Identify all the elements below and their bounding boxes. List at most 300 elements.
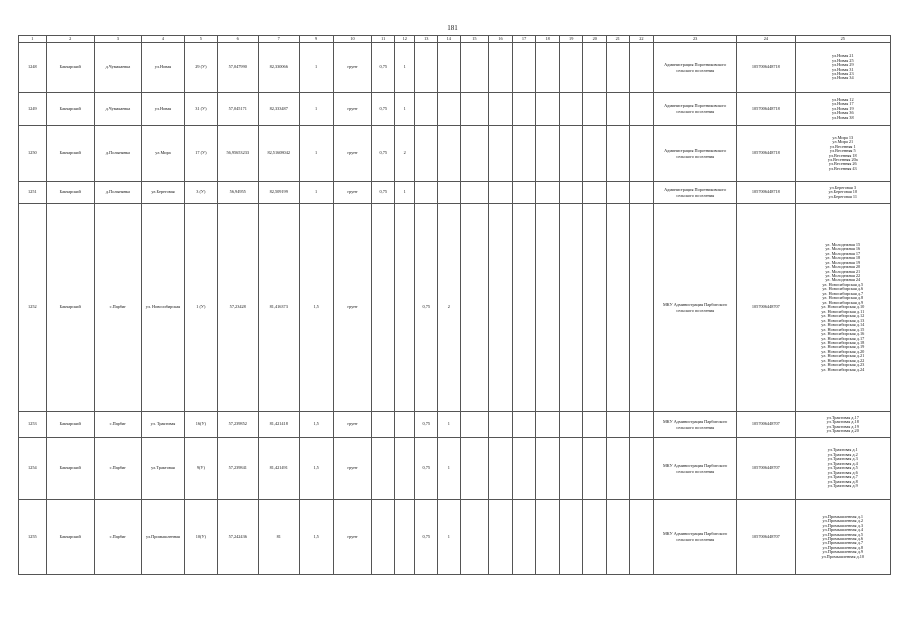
address-line: ул.Трактовая д.17 <box>826 414 859 420</box>
cell-district: Бакчарский <box>46 438 94 500</box>
cell-empty <box>559 182 583 204</box>
cell-c10: грунт <box>333 126 372 182</box>
cell-empty <box>607 412 630 438</box>
cell-empty <box>536 412 560 438</box>
cell-c14 <box>438 126 461 182</box>
cell-street: ул.Мира <box>141 126 184 182</box>
cell-empty <box>583 500 607 575</box>
cell-id: 1251 <box>19 182 47 204</box>
cell-ogrn: 1057006448707 <box>737 412 795 438</box>
cell-id: 1255 <box>19 500 47 575</box>
cell-ogrn: 1057006448707 <box>737 204 795 412</box>
cell-settlement: с.Парбиг <box>94 438 141 500</box>
column-header: 23 <box>654 36 737 43</box>
address-line: ул.Промышленная д.6 <box>822 536 863 541</box>
cell-empty <box>512 438 536 500</box>
cell-empty <box>512 412 536 438</box>
address-line: ул. Молодежная 21 <box>825 268 861 274</box>
cell-settlement: д.Чумакаевка <box>94 93 141 126</box>
address-line: ул. Новосибирская д.15 <box>821 326 865 332</box>
cell-empty <box>536 500 560 575</box>
cell-empty <box>583 204 607 412</box>
table-row <box>19 500 891 575</box>
cell-c14 <box>438 93 461 126</box>
address-line: ул.Промышленная д.1 <box>822 513 863 519</box>
cell-c12: 2 <box>395 126 415 182</box>
cell-empty <box>489 43 513 93</box>
column-header: 16 <box>489 36 513 43</box>
cell-ogrn: 1057006448707 <box>737 438 795 500</box>
cell-empty <box>536 438 560 500</box>
column-header: 1 <box>19 36 47 43</box>
cell-addresses <box>795 204 890 412</box>
address-line: ул.Весенняя 5 <box>829 148 856 154</box>
cell-c10: грунт <box>333 93 372 126</box>
cell-house: 31 (У) <box>184 93 217 126</box>
cell-street: ул.Новая <box>141 43 184 93</box>
cell-empty <box>559 93 583 126</box>
cell-empty <box>489 412 513 438</box>
cell-c13 <box>415 43 438 93</box>
address-line: ул. Новосибирская д.20 <box>821 348 865 354</box>
table-row <box>19 204 891 412</box>
address-line: ул.Трактовая д.7 <box>827 474 858 480</box>
cell-empty <box>512 43 536 93</box>
table-row <box>19 182 891 204</box>
column-header: 6 <box>217 36 258 43</box>
column-header: 12 <box>395 36 415 43</box>
address-line: ул.Новая 34 <box>831 75 854 81</box>
cell-lat: 57,045171 <box>217 93 258 126</box>
cell-c12: 1 <box>395 93 415 126</box>
address-line: ул. Новосибирская д.19 <box>821 344 865 350</box>
cell-district: Бакчарский <box>46 43 94 93</box>
cell-empty <box>489 500 513 575</box>
cell-empty <box>489 438 513 500</box>
cell-c9: 1,5 <box>299 500 333 575</box>
address-line: ул. Новосибирская д.10 <box>821 304 865 310</box>
cell-c11 <box>372 438 395 500</box>
address-line: ул.Трактовая д.18 <box>826 419 859 425</box>
address-line: ул.Трактовая д.8 <box>827 478 858 484</box>
address-line: ул.Трактовая д.9 <box>827 483 858 489</box>
address-line: ул.Трактовая д.4 <box>827 460 858 466</box>
cell-ogrn: 1057006448718 <box>737 43 795 93</box>
cell-empty <box>629 438 654 500</box>
cell-lon: 81,416373 <box>258 204 299 412</box>
cell-street: ул.Новая <box>141 93 184 126</box>
cell-addresses <box>795 182 890 204</box>
address-line: ул.Промышленная д.8 <box>822 544 863 550</box>
address-line: ул. Новосибирская д.23 <box>821 362 865 368</box>
address-line: ул. Молодежная 20 <box>825 264 861 270</box>
cell-lon: 82,509199 <box>258 182 299 204</box>
cell-c10: грунт <box>333 43 372 93</box>
address-line: ул.Новая 25 <box>831 57 854 63</box>
cell-lon: 81,421491 <box>258 438 299 500</box>
cell-street: ул.Береговая <box>141 182 184 204</box>
cell-house: 3 (У) <box>184 182 217 204</box>
cell-c14: 1 <box>438 500 461 575</box>
cell-lat: 56,95653233 <box>217 126 258 182</box>
address-line: ул.Трактовая д.3 <box>827 456 858 462</box>
cell-empty <box>607 93 630 126</box>
cell-addresses <box>795 43 890 93</box>
address-line: ул.Новая 31 <box>831 66 854 72</box>
cell-c10: грунт <box>333 204 372 412</box>
cell-district: Бакчарский <box>46 93 94 126</box>
cell-id: 1248 <box>19 43 47 93</box>
address-line: ул. Новосибирская д.24 <box>821 366 865 372</box>
address-line: ул.Трактовая д.19 <box>826 423 859 429</box>
address-line: ул.Новая 36 <box>831 110 854 116</box>
address-line: ул.Весенняя 43 <box>828 165 857 171</box>
address-line: ул.Новая 23 <box>831 70 854 76</box>
cell-lat: 57,242436 <box>217 500 258 575</box>
address-line: ул.Промышленная д.7 <box>822 540 863 546</box>
cell-empty <box>512 126 536 182</box>
cell-c14 <box>438 43 461 93</box>
cell-empty <box>583 43 607 93</box>
cell-empty <box>559 204 583 412</box>
cell-lat: 57,23428 <box>217 204 258 412</box>
cell-empty <box>559 126 583 182</box>
address-line: ул.Мира 13 <box>832 134 854 140</box>
cell-c14 <box>438 182 461 204</box>
cell-house: 17 (У) <box>184 126 217 182</box>
address-line: ул. Молодежная 19 <box>825 259 861 265</box>
cell-empty <box>512 182 536 204</box>
address-line: ул. Молодежная 15 <box>825 241 861 247</box>
address-line: ул.Береговая 10 <box>828 189 858 195</box>
cell-empty <box>460 126 489 182</box>
cell-empty <box>559 500 583 575</box>
cell-empty <box>536 93 560 126</box>
cell-c11: 0,75 <box>372 43 395 93</box>
address-line: ул. Новосибирская д.22 <box>821 357 865 363</box>
column-header: 14 <box>438 36 461 43</box>
table-row <box>19 438 891 500</box>
address-line: ул.Весенняя 18 <box>828 152 857 158</box>
cell-c11 <box>372 204 395 412</box>
address-line: ул. Новосибирская д.21 <box>821 353 865 359</box>
column-header: 4 <box>141 36 184 43</box>
cell-c9: 1,5 <box>299 204 333 412</box>
cell-c10: грунт <box>333 500 372 575</box>
cell-lat: 57,047990 <box>217 43 258 93</box>
cell-id: 1250 <box>19 126 47 182</box>
address-line: ул. Новосибирская д.6 <box>822 286 864 292</box>
cell-manager: МКУ Администрация Парбигского сельского поселения <box>654 438 737 500</box>
cell-empty <box>583 126 607 182</box>
cell-empty <box>583 93 607 126</box>
cell-district: Бакчарский <box>46 412 94 438</box>
cell-c13: 0,75 <box>415 412 438 438</box>
cell-c11 <box>372 412 395 438</box>
address-line: ул. Новосибирская д.16 <box>821 331 865 337</box>
cell-ogrn: 1057006448707 <box>737 500 795 575</box>
cell-empty <box>629 500 654 575</box>
cell-id: 1252 <box>19 204 47 412</box>
address-line: ул.Промышленная д.2 <box>822 518 863 524</box>
column-header: 10 <box>333 36 372 43</box>
address-line: ул.Промышленная д.3 <box>822 522 863 528</box>
registry-table <box>18 35 891 575</box>
cell-manager: Администрация Поротниковского сельского поселения <box>654 93 737 126</box>
address-line: ул.Новая 21 <box>831 53 854 59</box>
cell-street: ул. Трактовая <box>141 412 184 438</box>
cell-empty <box>583 412 607 438</box>
cell-manager: МКУ Администрация Парбигского сельского поселения <box>654 412 737 438</box>
column-header: 3 <box>94 36 141 43</box>
address-line: ул. Новосибирская д.5 <box>822 281 864 287</box>
cell-settlement: д.Полынянка <box>94 126 141 182</box>
cell-district: Бакчарский <box>46 182 94 204</box>
page-number: 181 <box>447 24 458 32</box>
cell-empty <box>536 204 560 412</box>
address-line: ул.Трактовая д.1 <box>827 447 858 453</box>
cell-c9: 1 <box>299 182 333 204</box>
column-header: 18 <box>536 36 560 43</box>
address-line: ул. Новосибирская д.9 <box>822 299 864 305</box>
cell-district: Бакчарский <box>46 204 94 412</box>
cell-street: ул. Новосибирская <box>141 204 184 412</box>
cell-empty <box>583 438 607 500</box>
cell-c13 <box>415 93 438 126</box>
cell-lon: 82,333487 <box>258 93 299 126</box>
cell-lon: 81 <box>258 500 299 575</box>
cell-empty <box>559 412 583 438</box>
address-line: ул.Трактовая д.20 <box>826 427 859 433</box>
address-line: ул. Новосибирская д.7 <box>822 290 864 296</box>
cell-empty <box>629 412 654 438</box>
cell-empty <box>559 438 583 500</box>
cell-empty <box>460 43 489 93</box>
column-header: 5 <box>184 36 217 43</box>
cell-empty <box>629 126 654 182</box>
address-line: ул.Новая 17 <box>831 101 854 107</box>
address-line: ул. Молодежная 16 <box>825 246 861 252</box>
address-line: ул. Новосибирская д.14 <box>821 322 865 328</box>
cell-empty <box>460 182 489 204</box>
column-header: 9 <box>299 36 333 43</box>
address-line: ул.Трактовая д.5 <box>827 465 858 471</box>
column-header: 2 <box>46 36 94 43</box>
cell-c12 <box>395 500 415 575</box>
cell-c11: 0,75 <box>372 126 395 182</box>
cell-addresses <box>795 412 890 438</box>
column-header: 15 <box>460 36 489 43</box>
cell-empty <box>512 93 536 126</box>
cell-ogrn: 1057006448718 <box>737 93 795 126</box>
cell-empty <box>583 182 607 204</box>
cell-empty <box>460 412 489 438</box>
address-line: ул.Новая 12 <box>831 96 854 102</box>
cell-c14: 2 <box>438 204 461 412</box>
column-header: 11 <box>372 36 395 43</box>
column-header: 7 <box>258 36 299 43</box>
cell-manager: МКУ Администрация Парбигского сельского поселения <box>654 204 737 412</box>
table-row <box>19 93 891 126</box>
cell-addresses <box>795 438 890 500</box>
cell-empty <box>536 182 560 204</box>
cell-empty <box>629 43 654 93</box>
cell-id: 1253 <box>19 412 47 438</box>
column-header: 22 <box>629 36 654 43</box>
address-line: ул.Весенняя 20а <box>827 156 858 162</box>
cell-ogrn: 1057006448718 <box>737 126 795 182</box>
address-line: ул. Молодежная 17 <box>825 250 861 256</box>
cell-addresses <box>795 500 890 575</box>
cell-c14: 1 <box>438 412 461 438</box>
address-line: ул. Новосибирская д.12 <box>821 313 865 319</box>
cell-settlement: д.Полынянка <box>94 182 141 204</box>
address-line: ул.Мира 21 <box>832 139 854 145</box>
cell-empty <box>607 126 630 182</box>
cell-settlement: с.Парбиг <box>94 500 141 575</box>
cell-lat: 57,239852 <box>217 412 258 438</box>
cell-empty <box>489 126 513 182</box>
cell-manager: Администрация Поротниковского сельского поселения <box>654 182 737 204</box>
cell-id: 1254 <box>19 438 47 500</box>
header-row <box>19 36 891 43</box>
cell-house: 10(У) <box>184 500 217 575</box>
cell-empty <box>607 43 630 93</box>
cell-c13: 0,75 <box>415 438 438 500</box>
address-line: ул. Новосибирская д.18 <box>821 340 865 346</box>
column-header: 19 <box>559 36 583 43</box>
cell-empty <box>629 93 654 126</box>
cell-lon: 81,421418 <box>258 412 299 438</box>
cell-lon: 82,330066 <box>258 43 299 93</box>
cell-empty <box>607 500 630 575</box>
address-line: ул.Промышленная д.10 <box>821 553 865 559</box>
address-line: ул.Новая 29 <box>831 62 854 68</box>
cell-house: 1 (У) <box>184 204 217 412</box>
cell-addresses <box>795 126 890 182</box>
cell-empty <box>559 43 583 93</box>
cell-empty <box>460 93 489 126</box>
cell-lat: 56,94955 <box>217 182 258 204</box>
address-line: ул.Весенняя 1 <box>829 143 856 149</box>
cell-c9: 1,5 <box>299 438 333 500</box>
table-row <box>19 412 891 438</box>
cell-empty <box>460 438 489 500</box>
cell-empty <box>607 204 630 412</box>
cell-manager: Администрация Поротниковского сельского поселения <box>654 126 737 182</box>
address-line: ул. Новосибирская д.11 <box>821 308 865 314</box>
cell-empty <box>607 438 630 500</box>
cell-c13 <box>415 182 438 204</box>
address-line: ул. Молодежная 22 <box>825 272 861 278</box>
cell-c11: 0,75 <box>372 93 395 126</box>
address-line: ул.Новая 19 <box>831 105 854 111</box>
cell-c10: грунт <box>333 182 372 204</box>
cell-manager: Администрация Поротниковского сельского поселения <box>654 43 737 93</box>
cell-ogrn: 1057006448718 <box>737 182 795 204</box>
column-header: 24 <box>737 36 795 43</box>
cell-empty <box>460 204 489 412</box>
address-line: ул.Трактовая д.2 <box>827 451 858 457</box>
cell-empty <box>512 500 536 575</box>
address-line: ул.Береговая 11 <box>828 193 858 199</box>
cell-street: ул.Промышленная <box>141 500 184 575</box>
cell-lat: 57,239841 <box>217 438 258 500</box>
address-line: ул. Молодежная 24 <box>825 277 861 283</box>
address-line: ул.Промышленная д.9 <box>822 549 863 555</box>
cell-settlement: д.Чумакаевка <box>94 43 141 93</box>
cell-empty <box>629 182 654 204</box>
cell-empty <box>489 93 513 126</box>
column-header: 17 <box>512 36 536 43</box>
address-line: ул.Промышленная д.4 <box>822 527 863 533</box>
cell-empty <box>536 126 560 182</box>
address-line: ул. Молодежная 18 <box>825 255 861 261</box>
address-line: ул.Береговая 3 <box>829 184 857 190</box>
cell-c12: 1 <box>395 182 415 204</box>
address-line: ул.Промышленная д.5 <box>822 531 863 537</box>
column-header: 25 <box>795 36 890 43</box>
cell-c9: 1,5 <box>299 412 333 438</box>
cell-empty <box>489 204 513 412</box>
cell-empty <box>512 204 536 412</box>
cell-c13: 0,75 <box>415 204 438 412</box>
cell-street: ул.Трактовая <box>141 438 184 500</box>
cell-c9: 1 <box>299 93 333 126</box>
cell-house: 29 (У) <box>184 43 217 93</box>
cell-district: Бакчарский <box>46 500 94 575</box>
cell-c9: 1 <box>299 43 333 93</box>
cell-empty <box>629 204 654 412</box>
cell-id: 1249 <box>19 93 47 126</box>
cell-manager: МКУ Администрация Парбигского сельского поселения <box>654 500 737 575</box>
address-line: ул. Новосибирская д.8 <box>822 295 864 301</box>
table-row <box>19 126 891 182</box>
cell-district: Бакчарский <box>46 126 94 182</box>
cell-lon: 82,51608042 <box>258 126 299 182</box>
cell-empty <box>489 182 513 204</box>
cell-empty <box>536 43 560 93</box>
cell-c12 <box>395 438 415 500</box>
cell-c13 <box>415 126 438 182</box>
address-line: ул. Новосибирская д.13 <box>821 317 865 323</box>
cell-c14: 1 <box>438 438 461 500</box>
cell-empty <box>460 500 489 575</box>
column-header: 21 <box>607 36 630 43</box>
column-header: 13 <box>415 36 438 43</box>
cell-empty <box>607 182 630 204</box>
address-line: ул.Новая 38 <box>831 114 854 120</box>
cell-c9: 1 <box>299 126 333 182</box>
cell-house: 9(У) <box>184 438 217 500</box>
cell-addresses <box>795 93 890 126</box>
address-line: ул. Новосибирская д.17 <box>821 335 865 341</box>
address-line: ул.Трактовая д.6 <box>827 469 858 475</box>
cell-c10: грунт <box>333 438 372 500</box>
cell-settlement: с.Парбиг <box>94 412 141 438</box>
cell-house: 16(У) <box>184 412 217 438</box>
cell-c12 <box>395 412 415 438</box>
cell-settlement: с.Парбиг <box>94 204 141 412</box>
cell-c13: 0,75 <box>415 500 438 575</box>
cell-c12 <box>395 204 415 412</box>
cell-c12: 1 <box>395 43 415 93</box>
address-line: ул.Весенняя 26 <box>828 161 857 167</box>
cell-c11: 0,75 <box>372 182 395 204</box>
table-row <box>19 43 891 93</box>
cell-c11 <box>372 500 395 575</box>
column-header: 20 <box>583 36 607 43</box>
